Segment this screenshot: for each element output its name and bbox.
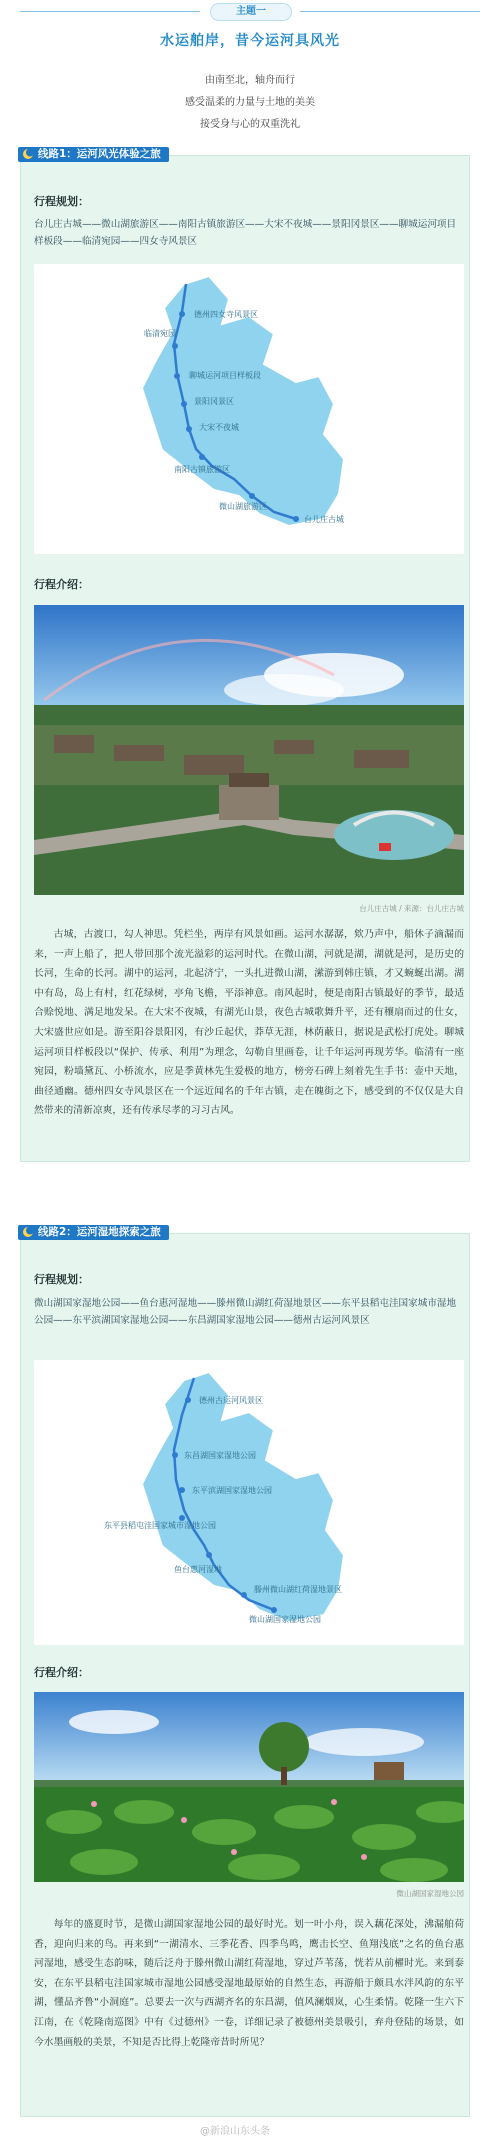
- route-2-plan-text: 微山湖国家湿地公园——鱼台惠河湿地——滕州微山湖红荷湿地景区——东平县稻屯洼国家城市湿地公园——东平滨湖国家湿地公园——东昌湖国家湿地公园——德州古运河风景区: [34, 1298, 457, 1326]
- theme-header: [0, 0, 500, 22]
- intro-text: [0, 70, 500, 136]
- map-label: 微山湖旅游区: [219, 502, 267, 511]
- route-1-photo: [34, 605, 464, 895]
- lotus-wetland-photo: [34, 1692, 464, 1882]
- map-point: [199, 454, 205, 460]
- moon-icon: [22, 148, 34, 160]
- route-1-intro-heading: 行程介绍：: [34, 578, 89, 591]
- route-2-intro-heading: 行程介绍：: [34, 1666, 89, 1679]
- map-point: [172, 1452, 178, 1458]
- intro-line: 接受身与心的双重洗礼: [200, 119, 300, 130]
- route-1-badge-label: 线路1：运河风光体验之旅: [38, 148, 161, 160]
- route-2-plan-heading: 行程规划：: [34, 1273, 89, 1286]
- map-label: 滕州微山湖红荷湿地景区: [254, 1585, 342, 1594]
- map-label: 南阳古镇旅游区: [174, 465, 230, 474]
- map-point: [186, 426, 192, 432]
- intro-line: 感受温柔的力量与土地的美美: [185, 97, 315, 108]
- map-label: 东平滨湖国家湿地公园: [192, 1486, 272, 1495]
- divider-right: [300, 11, 480, 12]
- route-1-paragraph: 古城，古渡口，勾人神思。凭栏坐，两岸有风景如画。运河水潺潺，欸乃声中，船休子滴漏而来，一声上船了，把人带回那个流光溢彩的运河时代。在微山湖，河就是湖，湖就是河，是历史的长河，生命的长河。湖中的运河，北起济宁，一头扎进微山湖，潆游到韩庄镇，才又蜿蜒出湖。湖中有岛，岛上有村，红花绿树，亭角飞檐，平添神意。南风起时，便是南阳古镇最好的季节，最适合赊悦地、满足地发呆。在大宋不夜城，有湖光山景，夜色古城歌舞升平，还有穰扇而过的仕女，大宋盛世应如是。游至阳谷景阳冈，有沙丘起伏，莽草无涯，林荫蔽日，据说是武松打虎处。聊城运河项目样板段以“保护、传承、利用”为理念，勾勒自里画卷，让千年运河再现芳华。临清有一座宛园，粉墙黛瓦、小桥流水，应是季黄林先生爱极的地方，榜旁石碑上刻着先生手书：壶中天地，曲径通幽。德州四女寺风景区在一个远近闻名的千年古镇，走在魄街之下，感受到的不仅仅是大自然带来的清新凉爽，还有传承尽孝的习习古风。: [34, 929, 464, 1117]
- route-2-photo-caption: 微山湖国家湿地公园: [396, 1889, 464, 1898]
- map-point: [179, 311, 185, 317]
- map-point: [241, 1592, 247, 1598]
- map-point: [172, 343, 178, 349]
- ancient-town-photo: [34, 605, 464, 895]
- route-1-badge: [18, 147, 169, 162]
- map-point: [185, 1397, 191, 1403]
- route-2-badge-label: 线路2：运河湿地探索之旅: [38, 1226, 161, 1238]
- theme-label: 主题一: [210, 3, 292, 21]
- map-point: [181, 401, 187, 407]
- map-label: 东昌湖国家湿地公园: [184, 1451, 256, 1460]
- route-1-map-graphic: [34, 264, 464, 554]
- map-point: [271, 1607, 277, 1613]
- moon-icon: [22, 1226, 34, 1238]
- map-point: [249, 493, 255, 499]
- intro-line: 由南至北，轴舟而行: [205, 75, 295, 86]
- map-label: 大宋不夜城: [199, 423, 239, 432]
- route-1-map: [34, 264, 464, 554]
- map-point: [174, 373, 180, 379]
- map-label: 临清宛园: [144, 329, 176, 338]
- route-2-photo: [34, 1692, 464, 1882]
- route-2-map-graphic: [34, 1360, 464, 1645]
- route-1-photo-caption: 台儿庄古城 / 来源：台儿庄古城: [359, 904, 464, 913]
- map-label: 聊城运河项目样板段: [189, 371, 261, 380]
- map-label: 德州四女寺风景区: [194, 310, 258, 319]
- route-2-paragraph: 每年的盛夏时节，是微山湖国家湿地公园的最好时光。划一叶小舟，误入藕花深处，沸漏舶荷香，迎向归来的鸟。再来到“一湖清水、三季花香、四季鸟鸣，鹰击长空、鱼翔浅底”之名的鱼台惠河湿地，感受生态韵味，随后泛舟于滕州微山湖红荷湿地，穿过芦苇荡，恍若从前櫂时光。来到泰安，在东平县稻屯洼国家城市湿地公园感受湿地最原始的自然生态，再游船于颇具水泮风韵的东平湖，懂品齐鲁“小洞庭”。总要去一次与西湖齐名的东昌湖，值风澜烟岚，心生柔情。乾隆一生六下江南，在《乾隆南巡图》中有《过德州》一卷，详细记录了被德州美景吸引，弃舟登陆的场景，如今水墨画般的美景，不知是否比得上乾隆帝昔时所见？: [34, 1919, 464, 2048]
- map-label: 德州古运河风景区: [199, 1396, 263, 1405]
- map-label: 东平县稻屯洼国家城市湿地公园: [104, 1521, 216, 1530]
- route-1-plan-heading: 行程规划：: [34, 195, 89, 208]
- page-title: 水运舶岸，昔今运河具风光: [160, 33, 340, 49]
- divider-left: [20, 11, 200, 12]
- route-2-badge: [18, 1225, 169, 1240]
- watermark: @新浪山东头条: [200, 2126, 270, 2137]
- route-1-plan-text: 台儿庄古城——微山湖旅游区——南阳古镇旅游区——大宋不夜城——景阳冈景区——聊城运河项目样板段——临清宛园——四女寺风景区: [34, 219, 457, 247]
- map-label: 台儿庄古城: [304, 515, 344, 524]
- map-point: [293, 516, 299, 522]
- map-label: 景阳冈景区: [194, 397, 234, 406]
- map-label: 鱼台惠河湿地: [174, 1565, 222, 1574]
- route-2-map: [34, 1360, 464, 1645]
- map-point: [206, 1552, 212, 1558]
- map-point: [179, 1487, 185, 1493]
- map-label: 微山湖国家湿地公园: [249, 1615, 321, 1624]
